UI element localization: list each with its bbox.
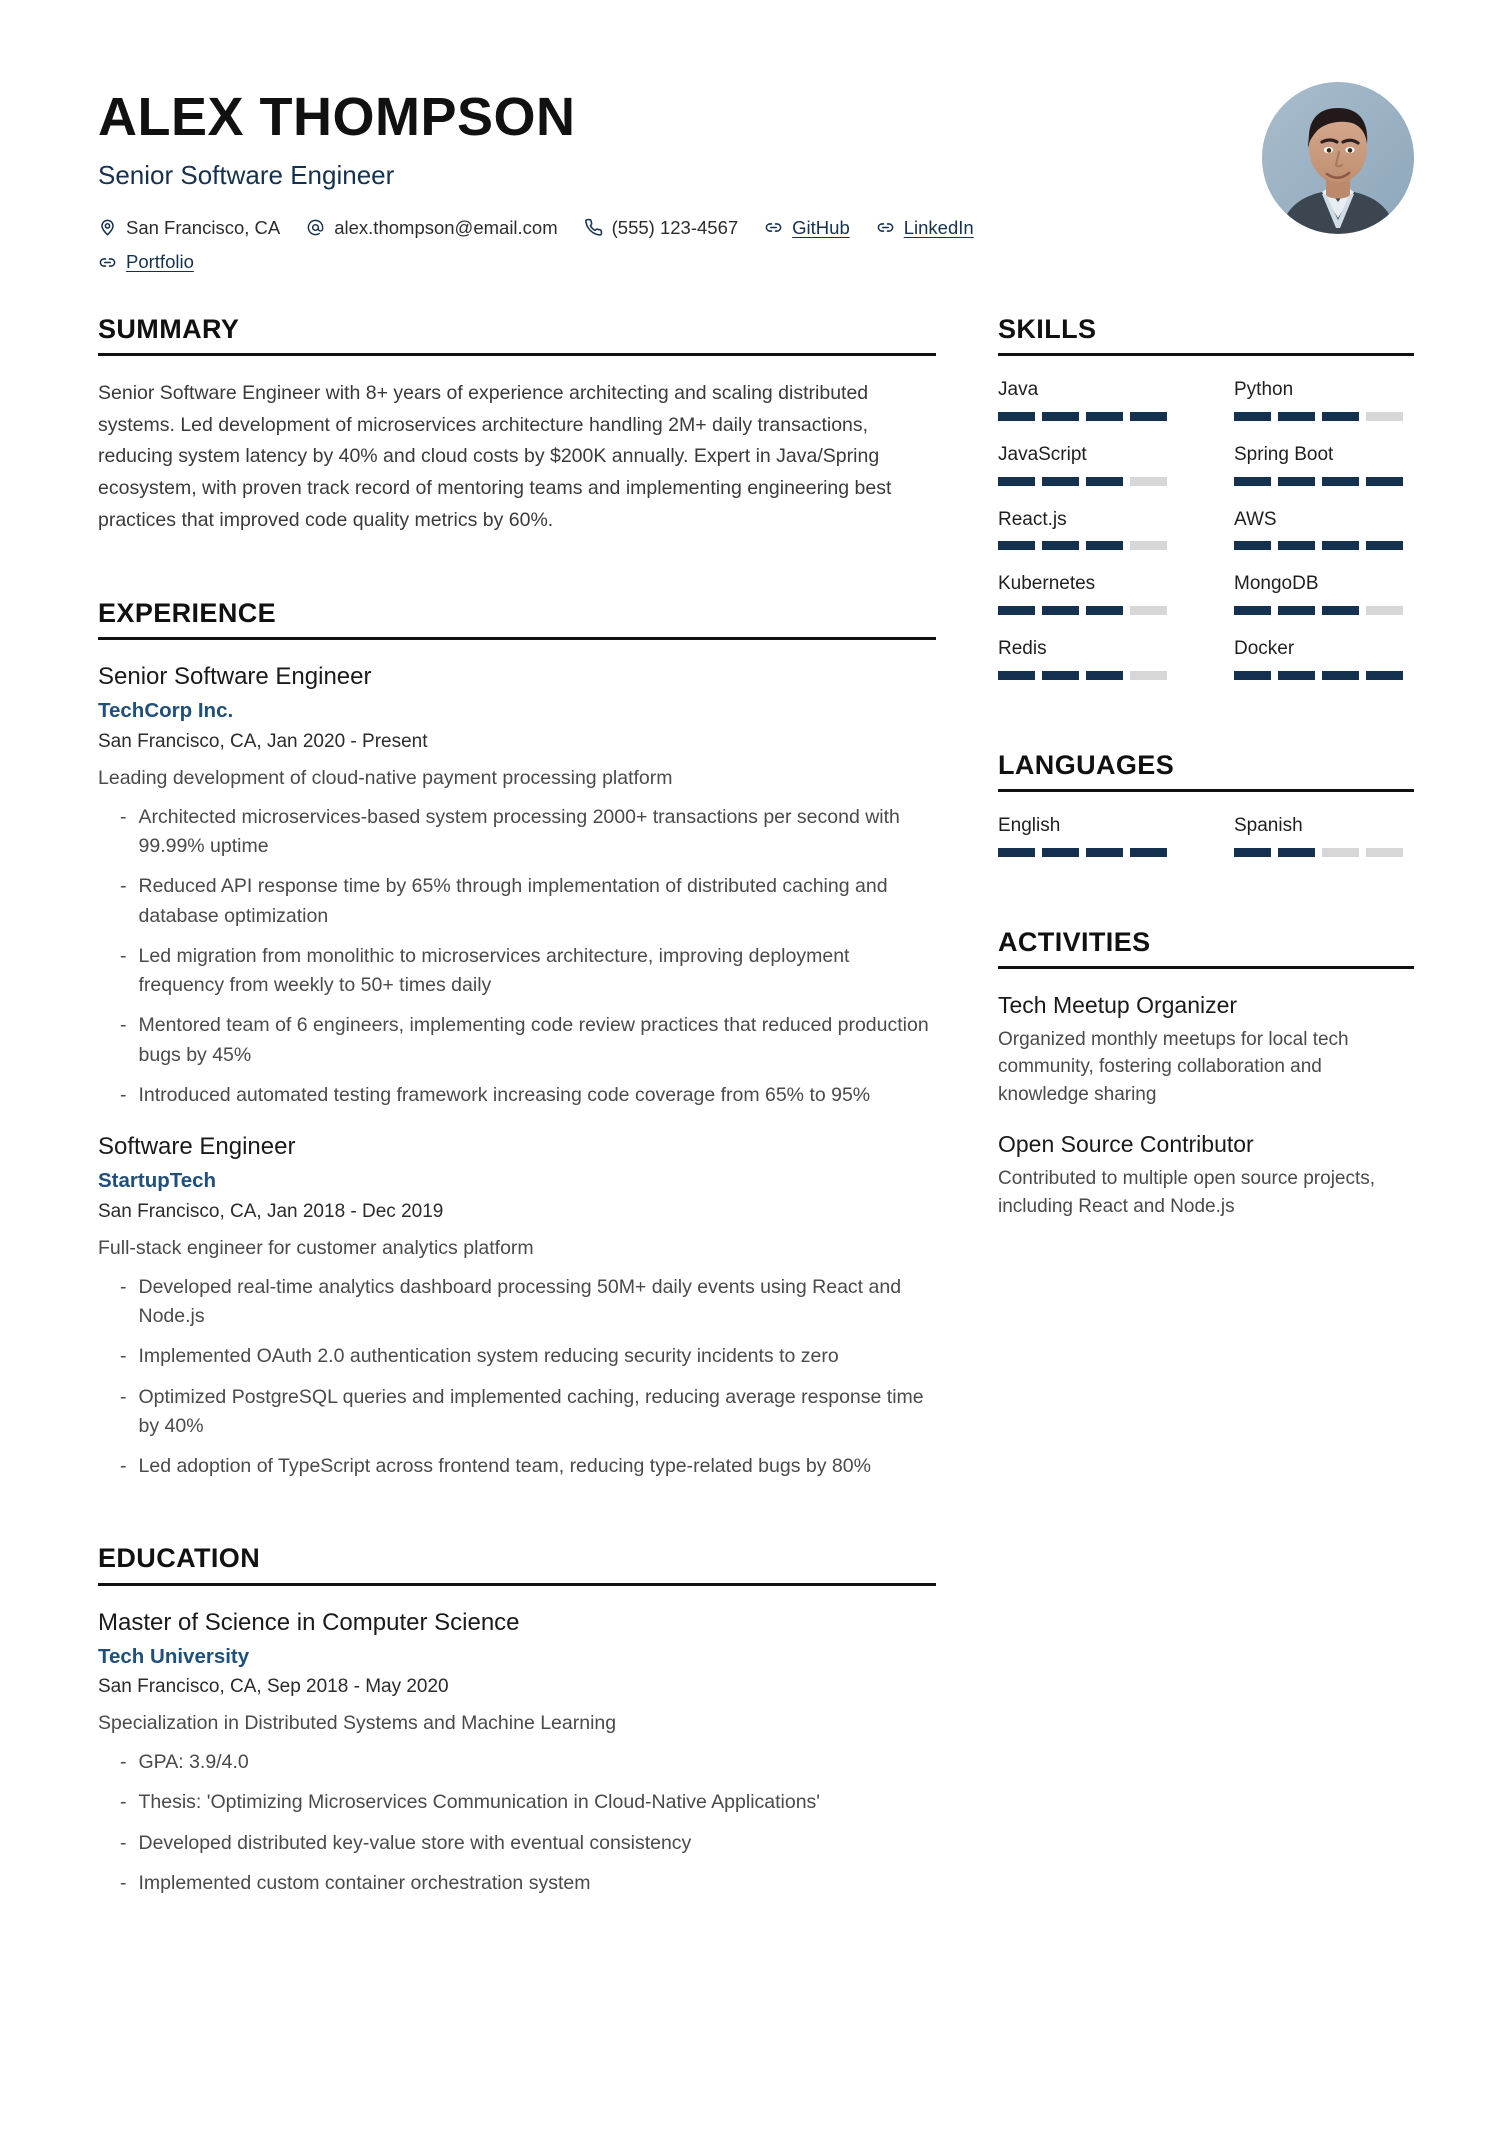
bullet-text: Architected microservices-based system processing 2000+ transactions per second with 99.99% uptime xyxy=(138,805,900,858)
level-segment xyxy=(1130,606,1167,615)
experience-entry-list xyxy=(98,662,936,1481)
activity-title: Tech Meetup Organizer xyxy=(998,991,1238,1018)
skill-item xyxy=(998,378,1178,421)
level-segment xyxy=(1366,606,1403,615)
level-segment xyxy=(998,412,1035,421)
bullet-text: Implemented OAuth 2.0 authentication system reducing security incidents to zero xyxy=(138,1345,839,1368)
skill-name: Spring Boot xyxy=(1234,443,1334,465)
entry-description: Leading development of cloud-native payment processing platform xyxy=(98,766,673,789)
entry-role: Senior Software Engineer xyxy=(98,663,372,691)
entry-location-dates: San Francisco, CA, Sep 2018 - May 2020 xyxy=(98,1676,449,1698)
level-segment xyxy=(1042,671,1079,680)
section-skills xyxy=(998,314,1414,702)
entry-organization: TechCorp Inc. xyxy=(98,699,234,723)
bullet-text: Developed distributed key-value store with eventual consistency xyxy=(138,1831,692,1854)
level-segment xyxy=(1130,848,1167,857)
level-segment xyxy=(1322,671,1359,680)
contact-label: alex.thompson@email.com xyxy=(334,216,558,238)
skill-item xyxy=(998,637,1178,680)
main-column xyxy=(98,314,936,1898)
experience-entry xyxy=(98,1132,936,1481)
contact-item-555-123-4567 xyxy=(584,214,739,242)
level-segment xyxy=(1322,412,1359,421)
section-education xyxy=(98,1543,936,1898)
level-segment xyxy=(1366,541,1403,550)
level-segment xyxy=(1042,412,1079,421)
skill-name: Docker xyxy=(1234,637,1295,659)
level-segment xyxy=(1042,848,1079,857)
header-left xyxy=(98,82,1262,276)
bullet-text: GPA: 3.9/4.0 xyxy=(138,1751,249,1774)
avatar xyxy=(1262,82,1414,234)
skill-level-meter xyxy=(1234,671,1414,680)
skill-item xyxy=(998,508,1178,551)
link-icon xyxy=(764,218,783,237)
level-segment xyxy=(1278,477,1315,486)
section-summary xyxy=(98,314,936,536)
entry-bullet xyxy=(98,1748,936,1777)
skill-level-meter xyxy=(998,541,1178,550)
level-segment xyxy=(1086,477,1123,486)
activities-heading: ACTIVITIES xyxy=(998,926,1151,957)
bullet-dash-icon: - xyxy=(120,1751,127,1774)
entry-organization: Tech University xyxy=(98,1644,250,1668)
section-experience xyxy=(98,598,936,1481)
section-divider xyxy=(98,353,936,356)
entry-bullet xyxy=(98,1788,936,1817)
activity-title: Open Source Contributor xyxy=(998,1131,1254,1158)
education-entry xyxy=(98,1608,936,1899)
entry-bullet xyxy=(98,1081,936,1110)
language-level-meter xyxy=(1234,848,1414,857)
level-segment xyxy=(998,848,1035,857)
bullet-dash-icon: - xyxy=(120,1385,127,1408)
skill-name: JavaScript xyxy=(998,443,1087,465)
bullet-dash-icon: - xyxy=(120,1831,127,1854)
level-segment xyxy=(998,541,1035,550)
contact-item-linkedin[interactable] xyxy=(876,214,974,242)
skill-name: AWS xyxy=(1234,508,1277,530)
activity-description: Organized monthly meetups for local tech community, fostering collaboration and knowledge sharing xyxy=(998,1028,1349,1105)
skill-level-meter xyxy=(1234,541,1414,550)
language-level-meter xyxy=(998,848,1178,857)
entry-description: Specialization in Distributed Systems and Machine Learning xyxy=(98,1711,617,1734)
skill-level-meter xyxy=(998,671,1178,680)
activity-description: Contributed to multiple open source projects, including React and Node.js xyxy=(998,1167,1376,1217)
side-column xyxy=(998,314,1414,1220)
bullet-text: Mentored team of 6 engineers, implementing code review practices that reduced production bugs by 45% xyxy=(138,1014,929,1066)
bullet-text: Led adoption of TypeScript across frontend team, reducing type-related bugs by 80% xyxy=(138,1455,871,1478)
languages-heading: LANGUAGES xyxy=(998,749,1175,780)
level-segment xyxy=(1130,671,1167,680)
level-segment xyxy=(1086,412,1123,421)
section-languages xyxy=(998,750,1414,879)
entry-role: Software Engineer xyxy=(98,1133,296,1161)
entry-bullet-list xyxy=(98,1273,936,1482)
level-segment xyxy=(998,477,1035,486)
languages-grid xyxy=(998,814,1414,879)
skill-item xyxy=(1234,637,1414,680)
bullet-text: Introduced automated testing framework increasing code coverage from 65% to 95% xyxy=(138,1083,871,1106)
level-segment xyxy=(1042,477,1079,486)
bullet-text: Implemented custom container orchestration system xyxy=(138,1871,591,1894)
skill-level-meter xyxy=(998,477,1178,486)
contact-item-alex-thompson-email-com xyxy=(306,214,557,242)
bullet-text: Thesis: 'Optimizing Microservices Communication in Cloud-Native Applications' xyxy=(138,1791,821,1814)
skill-name: MongoDB xyxy=(1234,573,1319,595)
activity-item xyxy=(998,1130,1414,1220)
bullet-dash-icon: - xyxy=(120,1275,127,1298)
skill-name: Python xyxy=(1234,379,1294,401)
activity-item xyxy=(998,991,1414,1108)
level-segment xyxy=(1278,541,1315,550)
language-name: Spanish xyxy=(1234,814,1303,836)
bullet-text: Developed real-time analytics dashboard processing 50M+ daily events using React and Node.js xyxy=(138,1275,902,1328)
section-divider xyxy=(998,966,1414,969)
entry-bullet-list xyxy=(98,803,936,1110)
level-segment xyxy=(1086,541,1123,550)
entry-bullet-list xyxy=(98,1748,936,1898)
section-divider xyxy=(998,789,1414,792)
contact-list xyxy=(98,214,978,277)
resume-header xyxy=(0,0,1510,276)
bullet-dash-icon: - xyxy=(120,1791,127,1814)
skill-item xyxy=(1234,508,1414,551)
contact-label: San Francisco, CA xyxy=(126,216,281,238)
contact-item-portfolio[interactable] xyxy=(98,248,194,276)
spacer xyxy=(98,1481,936,1543)
candidate-job-title: Senior Software Engineer xyxy=(98,160,395,191)
level-segment xyxy=(998,606,1035,615)
level-segment xyxy=(1278,606,1315,615)
location-pin-icon xyxy=(98,218,117,237)
skill-name: React.js xyxy=(998,508,1067,530)
section-divider xyxy=(98,1583,936,1586)
skill-item xyxy=(1234,443,1414,486)
spacer xyxy=(998,879,1414,927)
level-segment xyxy=(1366,848,1403,857)
level-segment xyxy=(1042,606,1079,615)
entry-bullet xyxy=(98,1342,936,1371)
skill-name: Redis xyxy=(998,637,1047,659)
section-divider xyxy=(98,637,936,640)
entry-bullet xyxy=(98,1383,936,1442)
level-segment xyxy=(1322,848,1359,857)
phone-icon xyxy=(584,218,603,237)
summary-text: Senior Software Engineer with 8+ years of experience architecting and scaling distributed systems. Led development of microservices architecture handling 2M+ daily transactions, reducing system latency by 40% and cloud costs by $200K annually. Expert in Java/Spring ecosystem, with proven track record of mentoring teams and implementing engineering best practices that improved code quality metrics by 60%. xyxy=(98,382,892,531)
entry-location-dates: San Francisco, CA, Jan 2018 - Dec 2019 xyxy=(98,1200,444,1222)
level-segment xyxy=(1086,606,1123,615)
bullet-text: Optimized PostgreSQL queries and implemented caching, reducing average response time by 40% xyxy=(138,1385,924,1437)
level-segment xyxy=(1366,412,1403,421)
level-segment xyxy=(1130,541,1167,550)
entry-role: Master of Science in Computer Science xyxy=(98,1608,520,1636)
language-name: English xyxy=(998,814,1061,836)
level-segment xyxy=(1322,477,1359,486)
level-segment xyxy=(1278,671,1315,680)
entry-bullet xyxy=(98,1011,936,1070)
level-segment xyxy=(998,671,1035,680)
profile-photo-icon xyxy=(1262,82,1414,234)
level-segment xyxy=(1278,412,1315,421)
skill-item xyxy=(998,443,1178,486)
section-divider xyxy=(998,353,1414,356)
level-segment xyxy=(1366,477,1403,486)
summary-heading: SUMMARY xyxy=(98,314,240,344)
entry-bullet xyxy=(98,1273,936,1332)
section-activities xyxy=(998,927,1414,1220)
language-item xyxy=(1234,814,1414,857)
entry-description: Full-stack engineer for customer analytics platform xyxy=(98,1236,534,1259)
level-segment xyxy=(1130,477,1167,486)
contact-label: (555) 123-4567 xyxy=(611,216,739,238)
experience-entry xyxy=(98,662,936,1110)
level-segment xyxy=(1234,848,1271,857)
bullet-dash-icon: - xyxy=(120,1871,127,1894)
contact-item-github[interactable] xyxy=(764,214,850,242)
link-icon xyxy=(876,218,895,237)
bullet-dash-icon: - xyxy=(120,1083,127,1106)
level-segment xyxy=(1086,671,1123,680)
bullet-text: Led migration from monolithic to microservices architecture, improving deployment frequency from weekly to 50+ times daily xyxy=(138,944,850,997)
contact-label: GitHub xyxy=(792,216,850,238)
skill-item xyxy=(1234,378,1414,421)
level-segment xyxy=(1234,541,1271,550)
skill-level-meter xyxy=(1234,606,1414,615)
entry-bullet xyxy=(98,1452,936,1481)
resume-body xyxy=(0,314,1510,1898)
entry-bullet xyxy=(98,1869,936,1898)
education-entry-list xyxy=(98,1608,936,1899)
level-segment xyxy=(1086,848,1123,857)
skills-heading: SKILLS xyxy=(998,314,1097,344)
bullet-dash-icon: - xyxy=(120,1014,127,1037)
entry-location-dates: San Francisco, CA, Jan 2020 - Present xyxy=(98,730,428,752)
level-segment xyxy=(1278,848,1315,857)
level-segment xyxy=(1366,671,1403,680)
skill-level-meter xyxy=(998,412,1178,421)
language-item xyxy=(998,814,1178,857)
level-segment xyxy=(1322,606,1359,615)
education-heading: EDUCATION xyxy=(98,1543,261,1574)
level-segment xyxy=(1234,412,1271,421)
level-segment xyxy=(1234,671,1271,680)
entry-bullet xyxy=(98,803,936,862)
entry-bullet xyxy=(98,872,936,931)
skill-level-meter xyxy=(998,606,1178,615)
skill-item xyxy=(1234,572,1414,615)
bullet-dash-icon: - xyxy=(120,805,127,828)
level-segment xyxy=(1234,477,1271,486)
bullet-dash-icon: - xyxy=(120,1455,127,1478)
candidate-name: ALEX THOMPSON xyxy=(98,87,576,147)
skill-level-meter xyxy=(1234,477,1414,486)
experience-heading: EXPERIENCE xyxy=(98,598,277,629)
skill-item xyxy=(998,572,1178,615)
at-sign-icon xyxy=(306,218,325,237)
bullet-dash-icon: - xyxy=(120,944,127,967)
skills-grid xyxy=(998,378,1414,701)
spacer xyxy=(998,702,1414,750)
spacer xyxy=(98,536,936,598)
bullet-text: Reduced API response time by 65% through implementation of distributed caching and database optimization xyxy=(138,875,888,927)
activities-list xyxy=(998,991,1414,1220)
level-segment xyxy=(1322,541,1359,550)
skill-name: Kubernetes xyxy=(998,573,1096,595)
entry-bullet xyxy=(98,942,936,1001)
level-segment xyxy=(1130,412,1167,421)
skill-level-meter xyxy=(1234,412,1414,421)
skill-name: Java xyxy=(998,379,1039,401)
contact-label: Portfolio xyxy=(126,251,194,273)
bullet-dash-icon: - xyxy=(120,875,127,898)
bullet-dash-icon: - xyxy=(120,1345,127,1368)
level-segment xyxy=(1234,606,1271,615)
entry-bullet xyxy=(98,1829,936,1858)
level-segment xyxy=(1042,541,1079,550)
contact-item-san-francisco-ca xyxy=(98,214,280,242)
link-icon xyxy=(98,253,117,272)
entry-organization: StartupTech xyxy=(98,1169,217,1193)
contact-label: LinkedIn xyxy=(903,216,974,238)
